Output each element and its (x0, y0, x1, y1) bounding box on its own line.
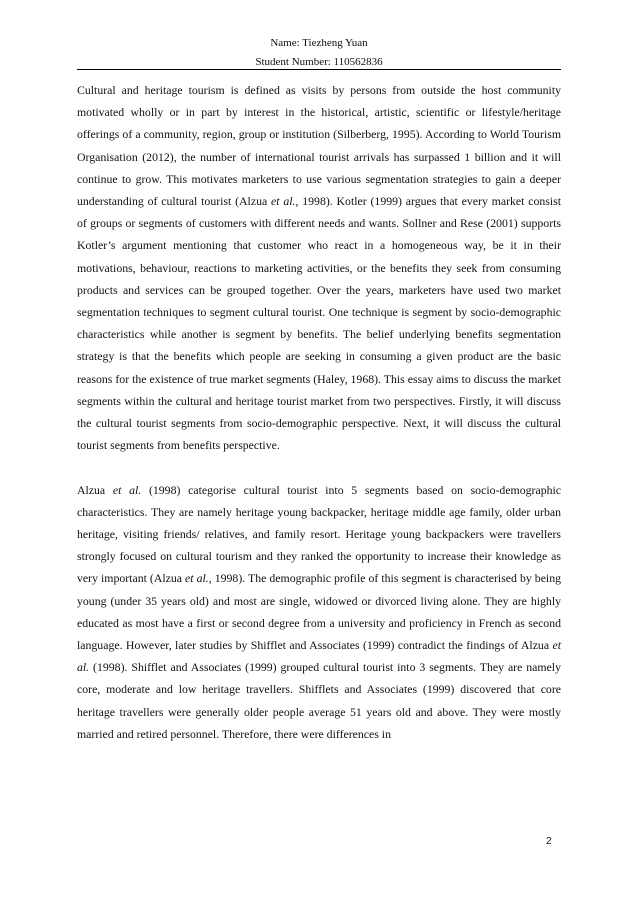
page-header (77, 34, 561, 72)
italic-text-run: et al. (77, 638, 561, 675)
document-body (77, 79, 561, 745)
paragraph (77, 479, 561, 745)
text-run: Cultural and heritage tourism is defined as visits by persons from outside the host community motivated wholly or in part by interest in the historical, artistic, scientific or lifestyle/heritage offerings of a community, region, group or institution (Silberberg, 1995). According to World Tourism Organisation (2012), the number of international tourist arrivals has surpassed 1 billion and it will continue to grow. This motivates marketers to use various segmentation strategies to gain a deeper understanding of cultural tourist (Alzua (77, 83, 561, 209)
text-run: (1998). Shifflet and Associates (1999) grouped cultural tourist into 3 segments. They are namely core, moderate and low heritage travellers. Shifflets and Associates (1999) discovered that core heritage travellers were generally older people average 51 years old and above. They were mostly married and retired personnel. Therefore, there were differences in (77, 660, 561, 741)
page-number: 2 (546, 836, 552, 847)
text-run: Alzua (77, 482, 113, 497)
author-name: Name: Tiezheng Yuan (270, 37, 368, 49)
text-run: , 1998). The demographic profile of this segment is characterised by being young (under 35 years old) and most are single, widowed or divorced living alone. They are highly educated as most have a first or second degree from a university and proficiency in French as second language. However, later studies by Shifflet and Associates (1999) contradict the findings of Alzua (77, 571, 561, 653)
header-divider (77, 69, 561, 70)
text-run: (1998) categorise cultural tourist into 5 segments based on socio-demographic characteristics. They are namely heritage young backpacker, heritage middle age family, older urban heritage, visiting friends/ relatives, and family resort. Heritage young backpackers were travellers strongly focused on cultural tourism and they ranked the opportunity to increase their knowledge as very important (Alzua (77, 482, 562, 586)
italic-text-run: et al. (112, 482, 142, 497)
text-run: , 1998). Kotler (1999) argues that every market consist of groups or segments of customers with different needs and wants. Sollner and Rese (2001) supports Kotler’s argument mentioning that customer who react in a homogeneous way, be it in their motivations, behaviour, reactions to marketing activities, or the benefits they seek from consuming products and services can be grouped together. Over the years, marketers have used two market segmentation techniques to segment cultural tourist. One technique is segment by socio-demographic characteristics while another is segment by benefits. The belief underlying benefits segmentation strategy is that the benefits which people are seeking in consuming a given product are the basic reasons for the existence of true market segments (Haley, 1968). This essay aims to discuss the market segments within the cultural and heritage tourist market from two perspectives. Firstly, it will discuss the cultural tourist segments from socio-demographic perspective. Next, it will discuss the cultural tourist segments from benefits perspective. (77, 194, 561, 453)
paragraph (77, 79, 561, 456)
italic-text-run: et al. (271, 194, 296, 209)
italic-text-run: et al. (185, 571, 209, 586)
student-number: Student Number: 110562836 (255, 56, 383, 68)
